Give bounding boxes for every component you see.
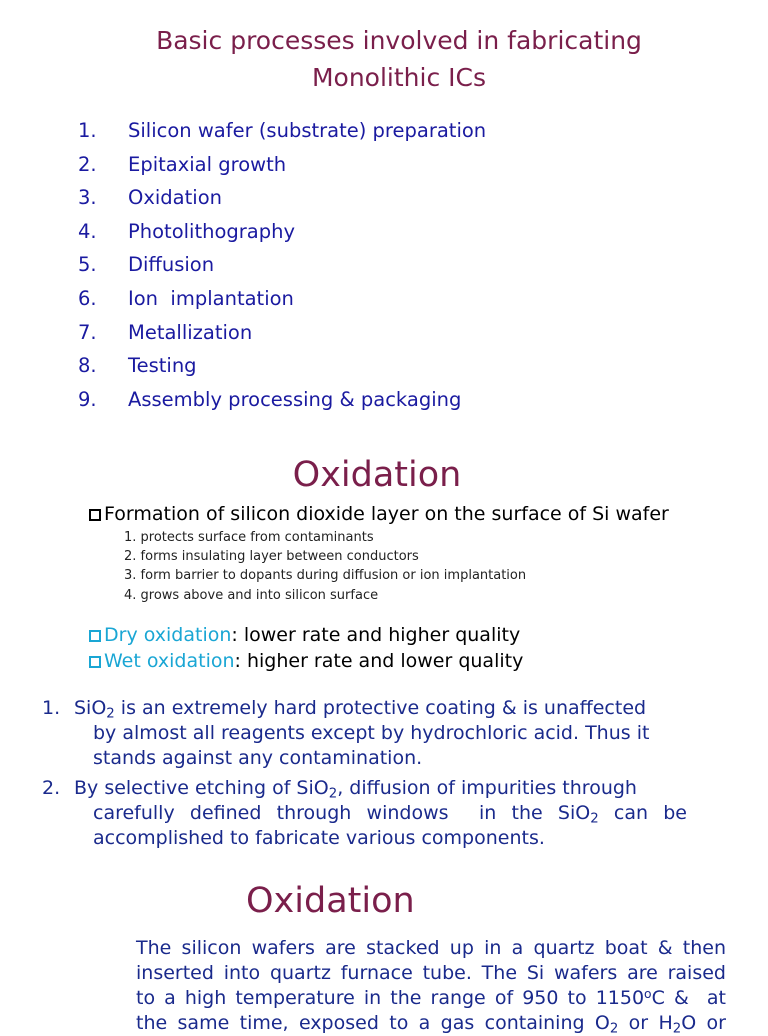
list-item-number: 4. (78, 219, 97, 243)
list-item-number: 2. (78, 152, 97, 176)
list-item (78, 181, 486, 215)
list-item-number: 9. (78, 387, 97, 411)
list-item-text: Diffusion (128, 253, 215, 277)
list-item-text: Ion implantation (128, 286, 294, 310)
list-item-number: 6. (78, 286, 97, 310)
paragraph-number: 2. (42, 777, 61, 799)
list-item-text: Silicon wafer (substrate) preparation (128, 119, 487, 142)
slide2-bullet (89, 501, 669, 527)
subscript: 2 (328, 786, 338, 802)
slide1-title-line2: Monolithic ICs (311, 63, 487, 92)
p1-text: SiO (74, 697, 107, 719)
subscript: 2 (672, 1021, 682, 1036)
p2-text: By selective etching of SiO (74, 777, 329, 799)
p2-line3: accomplished to fabricate various components. (93, 827, 545, 849)
slide3-paragraph (136, 936, 726, 1036)
subscript: 2 (590, 811, 599, 827)
sublist-item: 1. protects surface from contaminants (124, 530, 374, 545)
wet-oxidation-label: Wet oxidation (104, 650, 235, 672)
p2-text: , diffusion of impurities through (337, 777, 637, 799)
list-item (78, 282, 486, 316)
p1-text: is an extremely hard protective coating & is unaffected (114, 697, 647, 719)
p2-line2 (42, 801, 687, 826)
list-item-number: 3. (78, 186, 97, 210)
list-item-number: 7. (78, 320, 97, 344)
list-item-text: Testing (128, 354, 197, 378)
slide3-title: Oxidation (246, 881, 415, 921)
list-item (78, 383, 486, 417)
list-item (78, 148, 486, 182)
wet-oxidation-line (89, 648, 523, 674)
dry-oxidation-text: : lower rate and higher quality (231, 624, 521, 646)
list-item (78, 114, 486, 148)
slide1-title-line1: Basic processes involved in fabricating (156, 26, 642, 55)
slide2-bullet-text: Formation of silicon dioxide layer on the surface of Si wafer (104, 503, 669, 525)
p2-text: carefully defined through windows in the SiO (93, 802, 591, 824)
checkbox-bullet-icon (89, 656, 101, 668)
checkbox-bullet-icon (89, 509, 101, 521)
p1-line2: by almost all reagents except by hydrochloric acid. Thus it (93, 722, 650, 744)
slide3-line1: The silicon wafers are stacked up in a quartz boat & then (136, 937, 726, 959)
p1-line3: stands against any contamination. (93, 747, 423, 769)
superscript: o (644, 986, 652, 1001)
list-item-number: 8. (78, 354, 97, 378)
slide3-text: C & at (651, 987, 727, 1009)
list-item-text: Epitaxial growth (128, 152, 287, 176)
sublist-item: 3. form barrier to dopants during diffusion or ion implantation (124, 568, 527, 584)
slide3-line2: inserted into quartz furnace tube. The Si wafers are raised (136, 962, 726, 984)
dry-oxidation-line (89, 622, 520, 648)
paragraph-1 (42, 696, 692, 771)
subscript: 2 (609, 1021, 619, 1036)
dry-oxidation-label: Dry oxidation (104, 624, 232, 646)
slide3-text: to a high temperature in the range of 950 to 1150 (136, 987, 645, 1009)
checkbox-bullet-icon (89, 630, 101, 642)
slide3-text: O or (681, 1012, 726, 1034)
list-item-text: Metallization (128, 320, 253, 344)
list-item (78, 215, 486, 249)
subscript: 2 (106, 706, 115, 722)
p2-text: can be (598, 802, 687, 824)
slide3-line3 (136, 986, 726, 1011)
list-item (78, 316, 486, 350)
list-item-number: 1. (78, 119, 97, 142)
wet-oxidation-text: : higher rate and lower quality (234, 650, 524, 672)
oxidation-sublist (124, 528, 526, 605)
sublist-item: 2. forms insulating layer between conductors (124, 549, 419, 565)
list-item-text: Assembly processing & packaging (128, 387, 462, 411)
list-item-number: 5. (78, 253, 97, 277)
list-item (78, 349, 486, 383)
slide3-text: the same time, exposed to a gas containing O (136, 1012, 610, 1034)
list-item (78, 248, 486, 282)
slide2-title: Oxidation (292, 455, 462, 495)
paragraph-number: 1. (42, 697, 61, 719)
list-item-text: Photolithography (128, 219, 296, 243)
paragraph-2 (42, 776, 692, 851)
sublist-item: 4. grows above and into silicon surface (124, 587, 379, 603)
slide3-text: or H (618, 1012, 673, 1034)
list-item-text: Oxidation (128, 186, 222, 210)
process-list (78, 114, 486, 416)
